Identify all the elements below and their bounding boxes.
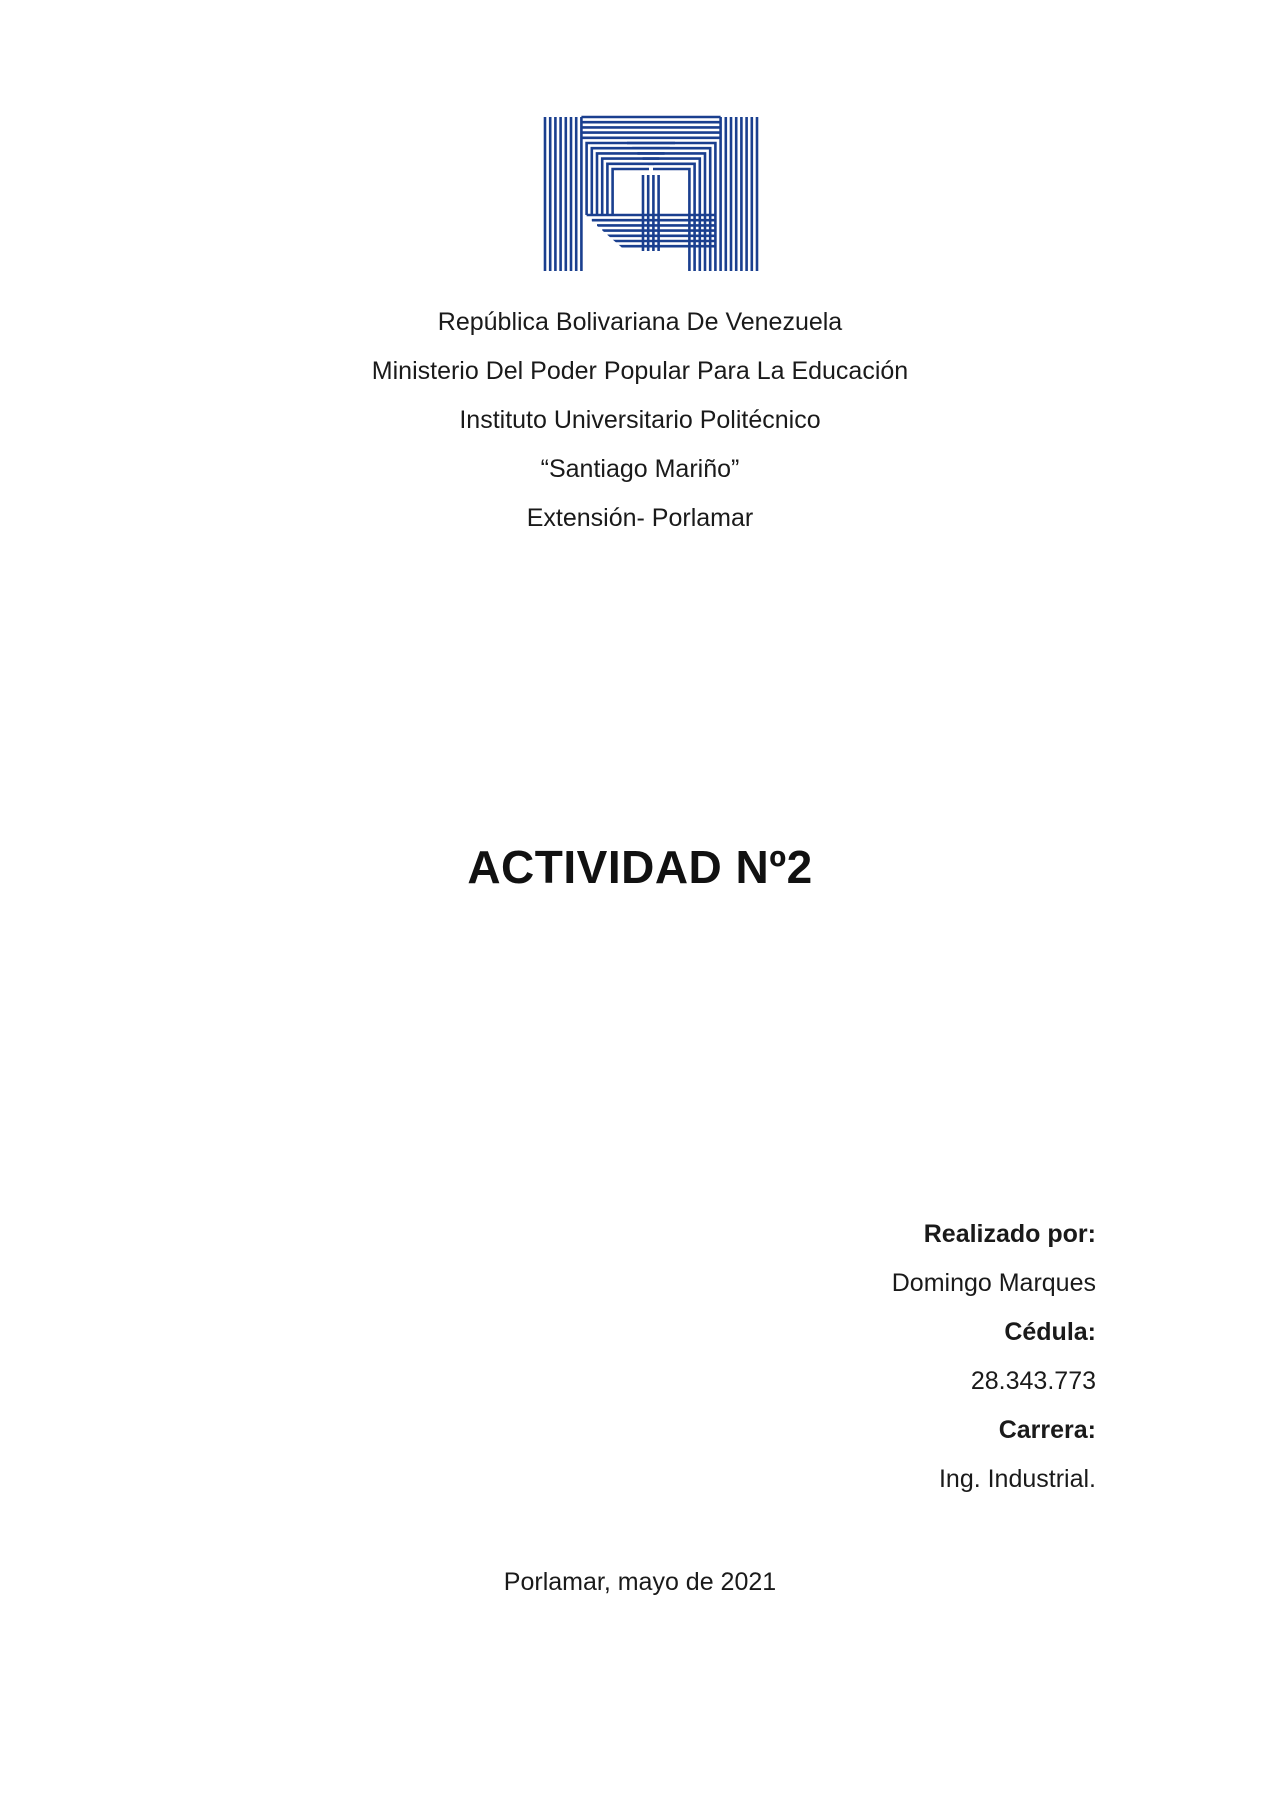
author-name: Domingo Marques bbox=[891, 1269, 1096, 1297]
logo-notch bbox=[585, 215, 649, 271]
career-value: Ing. Industrial. bbox=[938, 1465, 1096, 1493]
logo-stripes bbox=[545, 117, 757, 271]
career-label: Carrera: bbox=[998, 1416, 1096, 1444]
institute-logo-icon bbox=[543, 115, 759, 271]
header-ministry: Ministerio Del Poder Popular Para La Educación bbox=[371, 357, 909, 385]
id-label: Cédula: bbox=[1004, 1318, 1096, 1346]
id-value: 28.343.773 bbox=[970, 1367, 1096, 1395]
header-institute: Instituto Universitario Politécnico bbox=[459, 406, 821, 434]
place-date: Porlamar, mayo de 2021 bbox=[503, 1568, 777, 1596]
page-title: ACTIVIDAD Nº2 bbox=[467, 841, 813, 893]
author-info bbox=[892, 1210, 1096, 1504]
made-by-label: Realizado por: bbox=[923, 1220, 1096, 1248]
header-country: República Bolivariana De Venezuela bbox=[437, 308, 843, 336]
header-extension: Extensión- Porlamar bbox=[526, 504, 754, 532]
header-institute-name: “Santiago Mariño” bbox=[540, 455, 740, 483]
institution-header bbox=[0, 298, 1280, 543]
